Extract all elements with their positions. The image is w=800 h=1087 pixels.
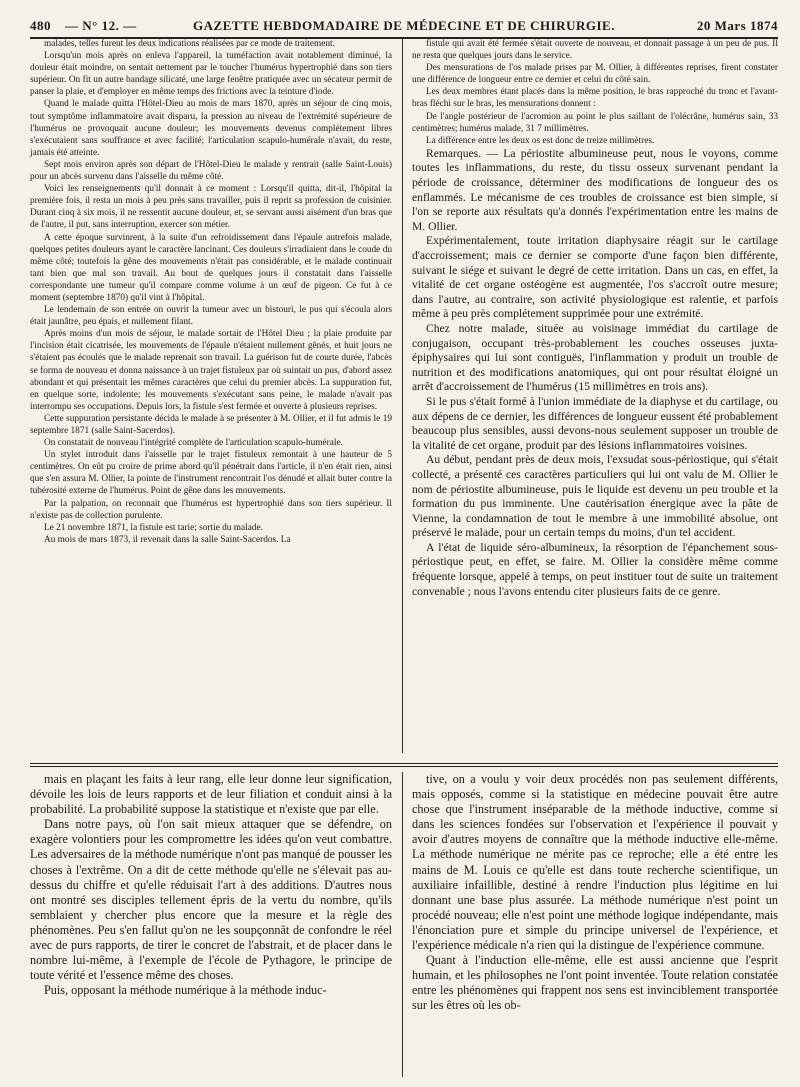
paragraph: Chez notre malade, située au voisinage immédiat du cartilage de conjugaison, occupant très-probablement les couches osseuses juxta-épiphysaires qui lui sont contiguës, l'inflammation y produit un trouble de nutrition et des modifications anatomiques, qui ont pour résultat éloigné un arrêt d'accroissement de l'humérus (15 millimètres en trois ans).	[412, 321, 778, 394]
paragraph: malades, telles furent les deux indications réalisées par ce mode de traitement.	[44, 39, 335, 49]
paragraph: Sept mois environ après son départ de l'Hôtel-Dieu le malade y rentrait (salle Saint-Louis) pour un abcès survenu dans l'aisselle du même côté.	[30, 159, 392, 183]
paragraph: La différence entre les deux os est donc de treize millimètres.	[426, 135, 655, 146]
paragraph: mais en plaçant les faits à leur rang, elle leur donne leur signification, dévoile les lois de leurs rapports et de leur filiation et conduit ainsi à la probabilité. La probabilité suppose la statistique et n'existe que par elle.	[30, 772, 392, 817]
issue-date: 20 Mars 1874	[696, 18, 778, 33]
paragraph: Au début, pendant près de deux mois, l'exsudat sous-périostique, qui s'était collecté, a présenté ces caractères particuliers qui lui ont valu de M. Ollier le nom de périostite albumineuse, puis le liquide est devenu un peu trouble et la formation du pus imminente. Une cautérisation énergique avec la pâte de Vienne, la condamnation de tout le membre à une immobilité absolue, ont préservé le malade, pour un certain temps du moins, d'un tel accident.	[412, 453, 778, 540]
top-column-rule	[402, 38, 403, 753]
paragraph: Un stylet introduit dans l'aisselle par le trajet fistuleux remontait à une hauteur de 5 centimètres. On eût pu croire de prime abord qu'il pénétrait dans l'article, il n'en était rien, ainsi que s'en assura M. Ollier, la pointe de l'instrument rencontrait l'os dénudé et allait buter contre la tubérosité externe de l'humérus. Point de gêne dans les mouvements.	[30, 450, 392, 497]
paragraph: Lorsqu'un mois après on enleva l'appareil, la tuméfaction avait notablement diminué, la douleur était moindre, on sentait nettement par le toucher l'humérus hypertrophié dans son tiers supérieur. On fit un autre bandage silicaté, une large fenêtre pratiquée avec un sécateur permit de panser la plaie, et d'employer en même temps des frictions avec la teinture d'iode.	[30, 51, 392, 98]
paragraph: On constatait de nouveau l'intégrité complète de l'articulation scapulo-humérale.	[44, 438, 343, 449]
paragraph: Quand le malade quitta l'Hôtel-Dieu au mois de mars 1870, après un séjour de cinq mois, tout symptôme inflammatoire avait disparu, la pression au niveau de l'extrémité supérieure de l'humérus ne provoquait aucune douleur; les mouvements devenus complétement libres s'exécutaient sans souffrance et avec facilité; l'articulation scapulo-humérale n'avait, du reste, jamais été atteinte.	[30, 99, 392, 158]
paragraph: tive, on a voulu y voir deux procédés non pas seulement différents, mais opposés, comme si la statistique en médecine pouvait être autre chose que l'instrument inséparable de la méthode inductive, comme si dans les sciences fondées sur l'observation et l'expérience il pouvait y avoir d'autres moyens de connaître que la méthode inductive elle-même. La méthode numérique ne mérite pas ce reproche; elle a été entre les mains de M. Louis ce qu'elle est dans toute recherche scientifique, un auxiliaire infaillible, destiné à rendre l'induction plus légitime en lui donnant une base plus assurée. La méthode numérique n'est point un procédé nouveau; elle n'est point une méthode logique indépendante, mais l'énonciation pure et simple du principe universel de l'expérience, et l'expérience médicale n'a rien qui la distingue de l'expérience commune.	[412, 772, 778, 953]
paragraph: Cette suppuration persistante décida le malade à se présenter à M. Ollier, et il fut admis le 19 septembre 1871 (salle Saint-Sacerdos).	[30, 413, 392, 436]
paragraph: Voici les renseignements qu'il donnait à ce moment : Lorsqu'il quitta, dit-il, l'hôpital la première fois, il resta un mois à peu près sans travailler, puis il reprit sa profession de cuisinier. Durant cinq à six mois, il ne ressentit aucune douleur, et, se servant aussi aisément d'un bras que de l'autre, il put, sans interruption, exercer son métier.	[30, 184, 392, 231]
paragraph: fistule qui avait été fermée s'était ouverte de nouveau, et donnait passage à un peu de pus. Il ne resta que quelques jours dans le service.	[412, 39, 778, 62]
page-number: 480	[30, 18, 51, 33]
issue-number: — N° 12. —	[65, 18, 137, 33]
paragraph: Le lendemain de son entrée on ouvrit la tumeur avec un bistouri, le pus qui s'écoula alors était jaunâtre, peu épais, et nullement filant.	[30, 305, 392, 328]
paragraph: Remarques. — La périostite albumineuse peut, nous le voyons, comme toutes les inflammations, du reste, du tissu osseux survenant pendant la période de croissance, déterminer des modifications de longueur des os enflammés. Le mécanisme de ces troubles de croissance est bien simple, si l'on se reporte aux résultats qu'a donnés l'expérimentation entre les mains de M. Ollier.	[412, 146, 778, 233]
bottom-left-column	[30, 772, 392, 998]
paragraph: Par la palpation, on reconnait que l'humérus est hypertrophié dans son tiers supérieur. Il n'existe pas de collection purulente.	[30, 498, 392, 521]
journal-title: GAZETTE HEBDOMADAIRE DE MÉDECINE ET DE CHIRURGIE.	[193, 18, 615, 33]
paragraph: Expérimentalement, toute irritation diaphysaire réagit sur le cartilage d'accroissement; mais ce dernier se comporte d'une façon bien différente, suivant le siége et suivant le degré de cette irritation. Dans un cas, en effet, la vitalité de cet organe ostéogène est augmentée, l'os s'accroît outre mesure; dans l'autre, au contraire, son activité physiologique est ralentie, et parfois même à peu près complétement supprimée pour une extrémité.	[412, 234, 778, 321]
paragraph: Les deux membres étant placés dans la même position, le bras rapproché du tronc et l'avant-bras fléchi sur le bras, les mensurations donnent :	[412, 87, 778, 110]
bottom-column-rule	[402, 772, 403, 1077]
paragraph: Le 21 novembre 1871, la fistule est tarie; sortie du malade.	[44, 522, 263, 533]
paragraph: A l'état de liquide séro-albumineux, la résorption de l'épanchement sous-périostique peut, en effet, se faire. M. Ollier la considère même comme fréquente lorsque, appelé à temps, on peut instituer tout de suite un traitement convenable ; nous l'avons entendu citer plusieurs faits de ce genre.	[412, 540, 778, 598]
paragraph: A cette époque survinrent, à la suite d'un refroidissement dans l'épaule autrefois malade, quelques petites douleurs ayant le caractère lancinant. Ces douleurs s'irradiaient dans le coude du même côté; toutefois la gêne des mouvements n'était pas considérable, et le malade continuait tant bien que mal son travail. Au bout de quelques jours il constatait dans l'aisselle correspondante une tumeur qu'il compare comme volume à un œuf de pigeon. Ce fut à ce moment (septembre 1870) qu'il vint à l'hôpital.	[30, 232, 392, 303]
paragraph: Des mensurations de l'os malade prises par M. Ollier, à différentes reprises, firent constater une différence de longueur entre ce dernier et celui du côté sain.	[412, 63, 778, 86]
paragraph: De l'angle postérieur de l'acromion au point le plus saillant de l'olécrâne, humérus sain, 33 centimètres; humérus malade, 31 7 millimètres.	[412, 111, 778, 134]
paragraph: Après moins d'un mois de séjour, le malade sortait de l'Hôtel Dieu ; la plaie produite par l'incision était cicatrisée, les mouvements de l'épaule n'étaient nullement gênés, et huit jours ne s'étaient pas écoulés que le malade reprenait son travail. La guérison fut de courte durée, l'abcès se forma de nouveau et donna naissance à un trajet fistuleux par où suintait un pus, d'abord assez abondant et qui présentait les mêmes caractères que celui du premier abcès. La suppuration fut, en quelque sorte, indolente; les mouvements s'exécutant sans peine, le malade n'avait pas interrompu ses occupations. Depuis lors, la fistule s'est fermée et ouverte à plusieurs reprises.	[30, 329, 392, 412]
section-divider-thin	[30, 766, 778, 767]
paragraph: Si le pus s'était formé à l'union immédiate de la diaphyse et du cartilage, ou aux dépens de ce dernier, les différences de longueur eussent été probablement beaucoup plus sensibles, aussi devons-nous seulement supposer un trouble de la vitalité de cet organe, produit par des lésions inflammatoires voisines.	[412, 394, 778, 452]
paragraph: Dans notre pays, où l'on sait mieux attaquer que se défendre, on exagère volontiers pour les compromettre les idées qu'on veut combattre. Les adversaires de la méthode numérique n'ont pas manqué de pousser les choses à l'extrême. On a dit de cette méthode qu'elle ne s'élevait pas au-dessus du chiffre et qu'elle réduisait l'art à des additions. D'autres nous ont montré ses disciples tellement épris de la vertu du nombre, qu'ils semblaient y chercher plus encore que la mesure et la règle des phénomènes. Peu s'en fallut qu'on ne les soupçonnât de confondre le réel avec de purs rapports, de tirer le concret de l'abstrait, et de placer dans le nombre lui-même, à l'exemple de l'école de Pythagore, le principe de toute vérité et l'essence même des choses.	[30, 817, 392, 983]
top-left-column	[30, 38, 392, 546]
paragraph: Puis, opposant la méthode numérique à la méthode induc-	[44, 983, 327, 998]
paragraph: Quant à l'induction elle-même, elle est aussi ancienne que l'esprit humain, et les philosophes ne l'ont point inventée. Toute relation constatée entre les phénomènes qui frappent nos sens est invinciblement transportée sur les êtres où les ob-	[412, 953, 778, 1013]
top-right-column	[412, 38, 778, 599]
page-header	[30, 8, 778, 39]
bottom-right-column	[412, 772, 778, 1014]
paragraph: Au mois de mars 1873, il revenait dans la salle Saint-Sacerdos. La	[44, 534, 291, 545]
section-divider	[30, 763, 778, 764]
